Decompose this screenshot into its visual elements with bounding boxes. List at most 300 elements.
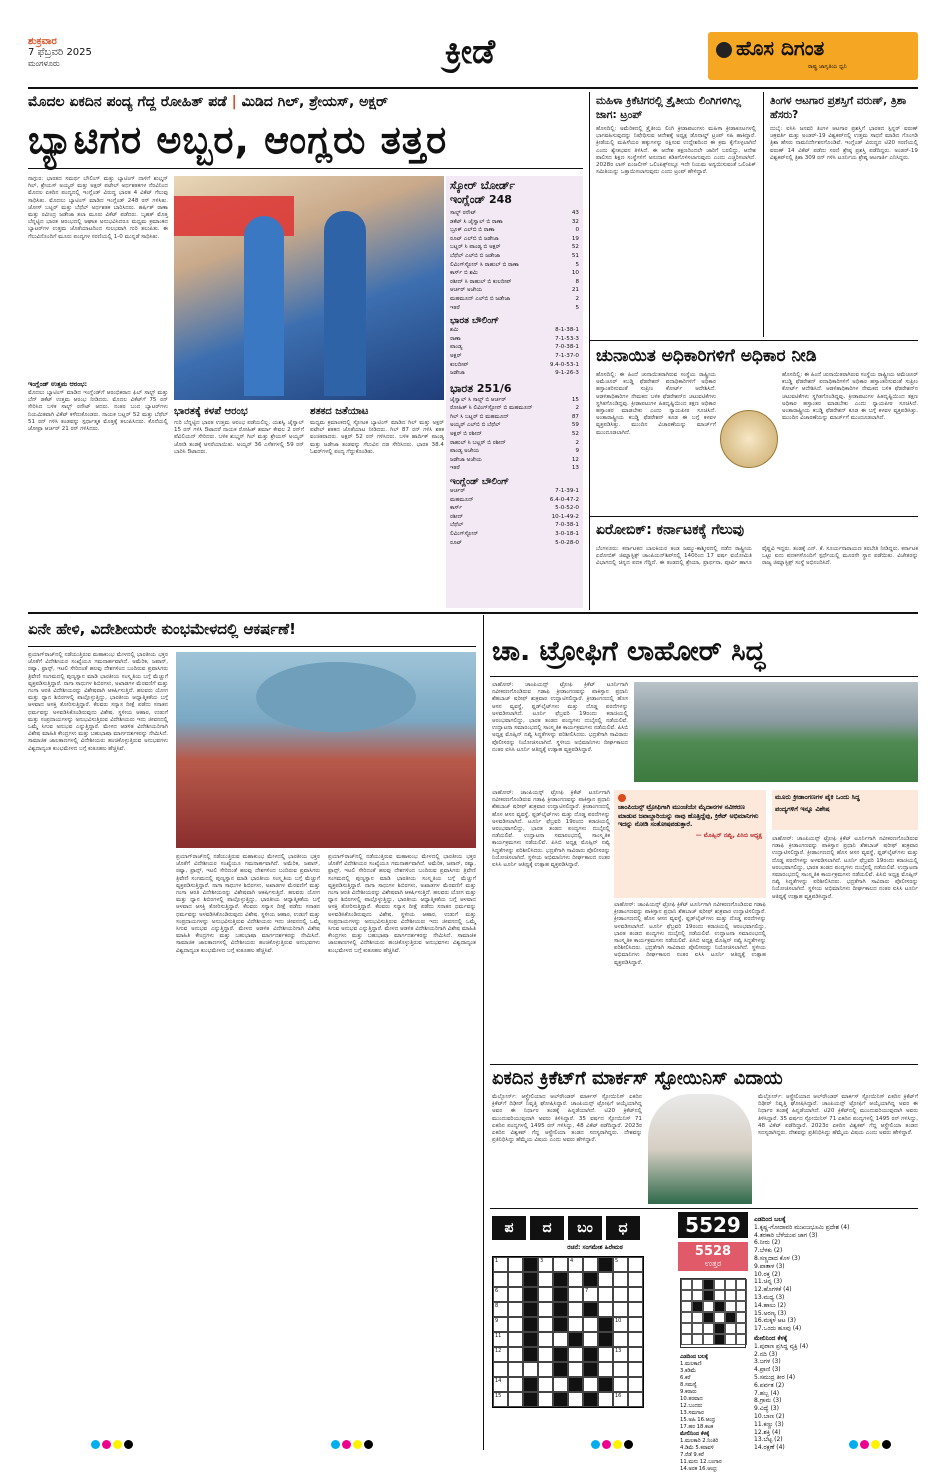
crossword-block — [523, 1302, 538, 1317]
ind-bowling-head: ಭಾರತ ಬೌಲಿಂಗ್ — [450, 316, 499, 327]
crossword-block — [553, 1272, 568, 1287]
mini-answer-cell — [703, 1312, 714, 1323]
crossword-cell-number: 4 — [570, 1258, 574, 1264]
score-value: 52 — [571, 431, 579, 438]
lead-photo — [174, 176, 444, 400]
registration-dots-4 — [848, 1440, 892, 1451]
crossword-cell-number: 10 — [615, 1318, 622, 1324]
score-row — [450, 421, 579, 430]
crossword-cell[interactable] — [508, 1347, 523, 1362]
crossword-cell[interactable] — [613, 1272, 628, 1287]
aerobic-body: ಬೆಂಗಳೂರು: ಕರ್ನಾಟಕದ ಬಾಲಕಿಯರ ತಂಡ ಜಮ್ಮು-ಕಾಶ್ಮೀರದಲ್ಲಿ ನಡೆದ ರಾಷ್ಟ್ರೀಯ ಏರೋಬಿಕ್ ಜಿಮ್ನಾಸ್ಟಿಕ್ಸ್ ಚಾಂಪಿಯನ್‌ಶಿಪ್‌ನಲ್ಲಿ 140ರಿಂದ 17 ವರ್ಷ ವಯೋಮಿತಿ ವಿಭಾಗದಲ್ಲಿ ಚಿನ್ನದ ಪದಕ ಗೆದ್ದಿದೆ. ಈ ತಂಡದಲ್ಲಿ ಶ್ರೇಯಾ, ಪ್ರಾರ್ಥನಾ, ಪೂರ್ವಿ ಹಾಗೂ ವೈಷ್ಣವಿ ಇದ್ದರು. ತಂಡಕ್ಕೆ ಎನ್. ಕೆ. ಸೂರ್ಯನಾರಾಯಣ ತರಬೇತಿ ನೀಡಿದ್ದರು. ಕರ್ನಾಟಕ ಒಟ್ಟು ಐದು ಪದಕಗಳೊಂದಿಗೆ ಸ್ಪರ್ಧೆಯಲ್ಲಿ ಮೂರನೇ ಸ್ಥಾನ ಪಡೆಯಿತು. ವಿಜೇತರನ್ನು ರಾಜ್ಯ ಜಿಮ್ನಾಸ್ಟಿಕ್ಸ್ ಸಂಸ್ಥೆ ಅಭಿನಂದಿಸಿದೆ. — [596, 546, 918, 567]
answer-item: 4.ಡಿಮೆ 5.ಕರಾವಳಿ — [680, 1445, 714, 1451]
logo-tagline: ರಾಷ್ಟ್ರ ಜಾಗೃತಿಯ ಧ್ವನಿ — [808, 64, 847, 70]
score-row — [450, 218, 579, 227]
masthead-date-block — [28, 36, 198, 69]
clue-item: 11.ಕಣ್ಣು (3) — [754, 1420, 784, 1428]
lead-body-1: ನಾಗ್ಪುರ: ಭಾರತದ ಸಮರ್ಥ ಬೌಲಿಂಗ್ ಮತ್ತು ಬ್ಯಾಟಿಂಗ್ ದಾಳಿಗೆ ಶುಭ್ಮನ್ ಗಿಲ್, ಶ್ರೇಯಸ್ ಅಯ್ಯರ್ ಮತ್ತು ಅಕ್ಷರ್ ಪಟೇಲ್ ಅರ್ಧಶತಕಗಳ ನೆರವಿನಿಂದ ಮೊದಲ ಏಕದಿನ ಪಂದ್ಯದಲ್ಲಿ ಇಂಗ್ಲೆಂಡ್ ವಿರುದ್ಧ ಭಾರತ 4 ವಿಕೆಟ್ ಗೆಲುವು ಸಾಧಿಸಿತು. ಮೊದಲು ಬ್ಯಾಟಿಂಗ್ ಮಾಡಿದ ಇಂಗ್ಲೆಂಡ್ 248 ರನ್ ಗಳಿಸಿತು. ಜೋಸ್ ಬಟ್ಲರ್ ಮತ್ತು ಬೆಥೆಲ್ ಅರ್ಧಶತಕ ಬಾರಿಸಿದರು. ಹರ್ಷಿತ್ ರಾಣಾ ಮತ್ತು ರವೀಂದ್ರ ಜಡೇಜಾ ತಲಾ ಮೂರು ವಿಕೆಟ್ ಪಡೆದರು. ಬೃಹತ್ ಮೊತ್ತ ಬೆನ್ನಟ್ಟಿದ ಭಾರತ ಆರಂಭದಲ್ಲಿ ಆಘಾತ ಅನುಭವಿಸಿದರೂ ಮಧ್ಯಮ ಕ್ರಮಾಂಕದ ಬ್ಯಾಟರ್‌ಗಳ ಉತ್ತಮ ಜೊತೆಯಾಟದಿಂದ ಸುಲಭವಾಗಿ ಗುರಿ ತಲುಪಿತು. ಈ ಗೆಲುವಿನೊಂದಿಗೆ ಮೂರು ಪಂದ್ಯಗಳ ಸರಣಿಯಲ್ಲಿ 1-0 ಮುನ್ನಡೆ ಸಾಧಿಸಿತು. — [28, 176, 168, 240]
crossword-cell[interactable] — [523, 1362, 538, 1377]
score-value: 8 — [575, 278, 579, 285]
lahore-bullet-1: ಮೂರು ಕ್ರೀಡಾಂಗಣಗಳ ಪೈಕಿ ಒಂದು ಸಿದ್ಧ — [775, 793, 860, 801]
crossword-cell[interactable] — [583, 1377, 598, 1392]
crossword-cell-number: 1 — [495, 1258, 499, 1264]
score-name: ಸಾಲ್ಟ್ ರನೌಟ್ — [450, 210, 477, 216]
score-value: 13 — [571, 465, 579, 472]
eng-batting-list — [450, 209, 579, 312]
score-name: ರಾಹುಲ್ ಸಿ ಬಟ್ಲರ್ ಬಿ ರಶೀದ್ — [450, 439, 506, 446]
kumbh-headline: ಏನೇ ಹೇಳಿ, ವಿದೇಶೀಯರೇ ಕುಂಭಮೇಳದಲ್ಲಿ ಆಕರ್ಷಣೆ! — [28, 620, 296, 638]
score-value: 51 — [571, 252, 579, 259]
mini-answer-cell — [736, 1323, 747, 1334]
score-row — [450, 352, 579, 361]
crossword-cell[interactable] — [538, 1332, 553, 1347]
masthead-city: ಮಂಗಳೂರು — [28, 59, 60, 68]
score-name: ಬಟ್ಲರ್ ಸಿ ಪಾಂಡ್ಯ ಬಿ ಅಕ್ಷರ್ — [450, 244, 501, 251]
quote-icon — [618, 794, 626, 802]
clue-item: 3.ಜಗಳ (3) — [754, 1358, 781, 1366]
crossword-cell[interactable] — [568, 1362, 583, 1377]
crossword-cell[interactable] — [583, 1332, 598, 1347]
score-name: ಪಾಂಡ್ಯ ಅಜೇಯ — [450, 448, 480, 455]
clue-item: 7.ಬೆಳಕು (2) — [754, 1247, 783, 1255]
lahore-bullets — [772, 790, 918, 830]
answer-label: ಉತ್ತರ — [704, 1259, 722, 1268]
score-row — [450, 361, 579, 370]
mini-answer-cell — [736, 1290, 747, 1301]
score-value: 9 — [575, 448, 579, 455]
mini-answer-cell — [692, 1312, 703, 1323]
clue-item: 1.ಕೃಷ್ಣ-ಗೋದಾವರಿ ಮುಖಜಭೂಮಿ ಪ್ರದೇಶ (4) — [754, 1223, 850, 1231]
stoinis-body-col2: ಮೆಲ್ಬೋರ್ನ್: ಆಸ್ಟ್ರೇಲಿಯಾದ ಆಲ್‌ರೌಂಡರ್ ಮಾರ್ಕಸ್ ಸ್ಟೋಯಿನಿಸ್ ಏಕದಿನ ಕ್ರಿಕೆಟ್‌ಗೆ ದಿಢೀರ್ ನಿವೃತ್ತಿ ಘೋಷಿಸಿದ್ದಾರೆ. ಚಾಂಪಿಯನ್ಸ್ ಟ್ರೋಫಿಗೆ ಆಯ್ಕೆಯಾಗಿದ್ದ ಅವರ ಈ ನಿರ್ಧಾರ ತಂಡಕ್ಕೆ ಹಿನ್ನಡೆಯಾಗಿದೆ. ಟಿ20 ಕ್ರಿಕೆಟ್‌ನಲ್ಲಿ ಮುಂದುವರಿಯುವುದಾಗಿ ಅವರು ತಿಳಿಸಿದ್ದಾರೆ. 35 ವರ್ಷದ ಸ್ಟೋಯಿನಿಸ್ 71 ಏಕದಿನ ಪಂದ್ಯಗಳಲ್ಲಿ 1495 ರನ್ ಗಳಿಸಿದ್ದು, 48 ವಿಕೆಟ್ ಪಡೆದಿದ್ದಾರೆ. 2023ರ ಏಕದಿನ ವಿಶ್ವಕಪ್ ಗೆದ್ದ ಆಸ್ಟ್ರೇಲಿಯಾ ತಂಡದ ಸದಸ್ಯರಾಗಿದ್ದರು. ದೇಶವನ್ನು ಪ್ರತಿನಿಧಿಸಿದ್ದು ಹೆಮ್ಮೆಯ ವಿಷಯ ಎಂದು ಅವರು ಹೇಳಿದ್ದಾರೆ. — [758, 1094, 918, 1137]
answers-text — [680, 1354, 748, 1473]
crossword-cell-number: 11 — [495, 1333, 502, 1339]
score-value: 10 — [571, 270, 579, 277]
mini-answer-cell — [681, 1312, 692, 1323]
election-body-2: ಹೊಸದಿಲ್ಲಿ: ಈ ಹಿಂದೆ ಚುನಾಯಿತರಾಗಿರುವ ಸಂಸ್ಥೆಯ ರಾಷ್ಟ್ರೀಯ ಅಮೆಚೂರ್ ಕಬಡ್ಡಿ ಫೆಡರೇಶನ್ ಪದಾಧಿಕಾರಿಗಳಿಗೆ ಅಧಿಕಾರ ಹಸ್ತಾಂತರಿಸುವಂತೆ ಸುಪ್ರೀಂ ಕೋರ್ಟ್ ಆದೇಶಿಸಿದೆ. ಆಡಳಿತಾಧಿಕಾರಿಗಳ ನೇಮಕದ ಬಳಿಕ ಫೆಡರೇಶನ್‌ನ ಚಟುವಟಿಕೆಗಳು ಸ್ಥಗಿತಗೊಂಡಿದ್ದವು. ಕ್ರೀಡಾಪಟುಗಳ ಹಿತದೃಷ್ಟಿಯಿಂದ ತಕ್ಷಣ ಅಧಿಕಾರ ಹಸ್ತಾಂತರ ಮಾಡಬೇಕು ಎಂದು ನ್ಯಾಯಪೀಠ ಸೂಚಿಸಿದೆ. ಅಂತಾರಾಷ್ಟ್ರೀಯ ಕಬಡ್ಡಿ ಫೆಡರೇಶನ್ ಕೂಡ ಈ ಬಗ್ಗೆ ಕಳವಳ ವ್ಯಕ್ತಪಡಿಸಿತ್ತು. ಮುಂದಿನ ವಿಚಾರಣೆಯನ್ನು ಮಾರ್ಚ್‌ಗೆ ಮುಂದೂಡಲಾಗಿದೆ. — [782, 372, 918, 422]
mini-answer-cell — [736, 1279, 747, 1290]
crossword-cell[interactable] — [628, 1362, 643, 1377]
answer-item: 13.ಸಮಗಾರ — [680, 1410, 704, 1416]
crossword-cell[interactable] — [628, 1377, 643, 1392]
score-value: 5-0-52-0 — [555, 505, 579, 512]
mini-answer-cell — [692, 1301, 703, 1312]
mini-answer-cell — [725, 1334, 736, 1345]
crossword-cell[interactable] — [628, 1257, 643, 1272]
score-row — [450, 404, 579, 413]
crossword-cell[interactable] — [568, 1287, 583, 1302]
ind-bowling-list — [450, 326, 579, 378]
icc-award-body: ದುಬೈ: ಐಸಿಸಿ ಜನವರಿ ತಿಂಗಳ ಆಟಗಾರ ಪ್ರಶಸ್ತಿಗೆ ಭಾರತದ ಸ್ಪಿನ್ನರ್ ವರುಣ್ ಚಕ್ರವರ್ತಿ ಮತ್ತು ಅಂಡರ್-19 ವಿಶ್ವಕಪ್‌ನಲ್ಲಿ ಉತ್ತಮ ಸಾಧನೆ ಮಾಡಿದ ಗೊಂಗಡಿ ತ್ರಿಶಾ ಹೆಸರು ನಾಮನಿರ್ದೇಶನಗೊಂಡಿವೆ. ಇಂಗ್ಲೆಂಡ್ ವಿರುದ್ಧದ ಟಿ20 ಸರಣಿಯಲ್ಲಿ ವರುಣ್ 14 ವಿಕೆಟ್ ಪಡೆದು ಸರಣಿ ಶ್ರೇಷ್ಠ ಪ್ರಶಸ್ತಿ ಪಡೆದಿದ್ದರು. ಅಂಡರ್-19 ವಿಶ್ವಕಪ್‌ನಲ್ಲಿ ತ್ರಿಶಾ 309 ರನ್ ಗಳಿಸಿ ಟೂರ್ನಿಯ ಶ್ರೇಷ್ಠ ಆಟಗಾರ್ತಿ ಎನಿಸಿದ್ದರು. — [770, 126, 918, 161]
score-value: 43 — [571, 210, 579, 216]
mini-answer-cell — [681, 1323, 692, 1334]
kicker-divider: | — [231, 94, 242, 110]
crossword-cell[interactable] — [538, 1302, 553, 1317]
crossword-cell[interactable] — [583, 1287, 598, 1302]
crossword-block — [583, 1347, 598, 1362]
kumbh-photo — [176, 652, 476, 848]
registration-dots-2 — [330, 1440, 374, 1451]
crossword-cell-number: 14 — [495, 1378, 502, 1384]
clue-item: 9.ವಿದ್ಯೆ (3) — [754, 1405, 779, 1413]
crossword-block — [553, 1362, 568, 1377]
lead-kicker-left: ಮೊದಲ ಏಕದಿನ ಪಂದ್ಯ ಗೆದ್ದ ರೋಹಿತ್ ಪಡೆ — [28, 94, 227, 110]
crossword-block — [553, 1317, 568, 1332]
answer-item: 10.ತರವಾದ — [680, 1396, 703, 1402]
crossword-cell[interactable] — [508, 1317, 523, 1332]
clue-item: 8.ಸಣ್ಣದಾದ ಕೊಳ (3) — [754, 1254, 801, 1262]
score-row — [450, 396, 579, 405]
score-row — [450, 209, 579, 218]
answers-across-list — [680, 1361, 748, 1431]
score-name: ಜೈಸ್ವಾಲ್ ಸಿ ಸಾಲ್ಟ್ ಬಿ ಆರ್ಚರ್ — [450, 396, 507, 403]
score-name: ಗಿಲ್ ಸಿ ಬಟ್ಲರ್ ಬಿ ಮಹಮೂದ್ — [450, 413, 509, 420]
clue-item: 4.ಪ್ರಾಣಿ (3) — [754, 1366, 781, 1374]
crossword-title-letter: ಬಂ — [568, 1216, 602, 1240]
crossword-byline: ರಚನೆ: ಸಂಗಮೇಶ ಹಿರೇಮಠ — [567, 1244, 623, 1251]
crossword-cell-number: 15 — [495, 1393, 502, 1399]
crossword-cell[interactable] — [583, 1317, 598, 1332]
crossword-cell[interactable] — [628, 1317, 643, 1332]
crossword-block — [568, 1377, 583, 1392]
crossword-cell[interactable] — [568, 1317, 583, 1332]
answer-item: 11.ಮನು 12.ಬಂಗಾರ — [680, 1459, 722, 1465]
crossword-cell[interactable] — [568, 1347, 583, 1362]
answer-item: 12.ಬಂದರು — [680, 1403, 703, 1409]
stoinis-photo — [648, 1094, 752, 1204]
trump-body: ಹೊಸದಿಲ್ಲಿ: ಅಮೆರಿಕದಲ್ಲಿ ತ್ರೈತೀಯ ಲಿಂಗಿ ಕ್ರೀಡಾಪಟುಗಳು ಮಹಿಳಾ ಕ್ರೀಡಾಕೂಟಗಳಲ್ಲಿ ಭಾಗವಹಿಸುವುದನ್ನು ನಿಷೇಧಿಸುವ ಆದೇಶಕ್ಕೆ ಅಧ್ಯಕ್ಷ ಡೊನಾಲ್ಡ್ ಟ್ರಂಪ್ ಸಹಿ ಹಾಕಿದ್ದಾರೆ. ಕ್ರೀಡೆಯಲ್ಲಿ ಮಹಿಳೆಯರ ಹಕ್ಕುಗಳನ್ನು ರಕ್ಷಿಸುವ ಉದ್ದೇಶದಿಂದ ಈ ಕ್ರಮ ಕೈಗೊಳ್ಳಲಾಗಿದೆ ಎಂದು ಶ್ವೇತಭವನ ತಿಳಿಸಿದೆ. ಈ ಆದೇಶ ತಕ್ಷಣದಿಂದಲೇ ಜಾರಿಗೆ ಬರಲಿದ್ದು, ಆದೇಶ ಪಾಲಿಸದ ಶಿಕ್ಷಣ ಸಂಸ್ಥೆಗಳಿಗೆ ಅನುದಾನ ಕಡಿತಗೊಳಿಸಲಾಗುವುದು ಎಂದು ಎಚ್ಚರಿಸಲಾಗಿದೆ. 2028ರ ಲಾಸ್ ಏಂಜಲೀಸ್ ಒಲಿಂಪಿಕ್ಸ್‌ನಲ್ಲೂ ಇದೇ ನಿಯಮ ಅನ್ವಯಿಸುವಂತೆ ಒಲಿಂಪಿಕ್ ಸಮಿತಿಯನ್ನು ಒತ್ತಾಯಿಸಲಾಗುವುದು ಎಂದು ಟ್ರಂಪ್ ಹೇಳಿದ್ದಾರೆ. — [596, 126, 756, 176]
crossword-cell[interactable] — [538, 1377, 553, 1392]
score-row — [450, 369, 579, 378]
mini-answer-cell — [681, 1290, 692, 1301]
score-name: ಮಹಮೂದ್ ಎಲ್‌ಬಿ ಬಿ ಜಡೇಜಾ — [450, 295, 511, 302]
score-value: 5-0-28-0 — [555, 539, 579, 546]
score-name: ಬೆಥೆಲ್ — [450, 522, 464, 529]
crossword-cell[interactable] — [538, 1317, 553, 1332]
mini-answer-cell — [681, 1279, 692, 1290]
crossword-cell[interactable] — [628, 1347, 643, 1362]
crossword-cell-number: 8 — [495, 1303, 499, 1309]
crossword-cell[interactable] — [598, 1392, 613, 1407]
crossword-cell[interactable] — [493, 1317, 508, 1332]
crossword-cell[interactable] — [628, 1392, 643, 1407]
stadium-photo — [634, 682, 918, 782]
mini-answer-cell — [725, 1301, 736, 1312]
score-row — [450, 335, 579, 344]
crossword-cell[interactable] — [493, 1302, 508, 1317]
mini-answer-cell — [714, 1301, 725, 1312]
answer-item: 3.ಕಡಿಮೆ — [680, 1368, 697, 1374]
crossword-cell[interactable] — [493, 1347, 508, 1362]
score-value: 9.4-0-53-1 — [549, 361, 579, 368]
answers-down-list — [680, 1438, 748, 1473]
logo-text: ಹೊಸ ದಿಗಂತ — [736, 36, 825, 60]
ind-total: ಭಾರತ 251/6 — [450, 381, 512, 395]
score-row — [450, 539, 579, 548]
crossword-cell[interactable] — [538, 1362, 553, 1377]
crossword-block — [553, 1392, 568, 1407]
crossword-cell[interactable] — [568, 1392, 583, 1407]
crossword-cell[interactable] — [493, 1362, 508, 1377]
score-value: 15 — [571, 396, 579, 403]
lahore-quote-box — [614, 790, 766, 898]
score-row — [450, 261, 579, 270]
score-name: ಮಹಮೂದ್ — [450, 496, 474, 503]
score-row — [450, 413, 579, 422]
score-row — [450, 278, 579, 287]
election-body-1: ಹೊಸದಿಲ್ಲಿ: ಈ ಹಿಂದೆ ಚುನಾಯಿತರಾಗಿರುವ ಸಂಸ್ಥೆಯ ರಾಷ್ಟ್ರೀಯ ಅಮೆಚೂರ್ ಕಬಡ್ಡಿ ಫೆಡರೇಶನ್ ಪದಾಧಿಕಾರಿಗಳಿಗೆ ಅಧಿಕಾರ ಹಸ್ತಾಂತರಿಸುವಂತೆ ಸುಪ್ರೀಂ ಕೋರ್ಟ್ ಆದೇಶಿಸಿದೆ. ಆಡಳಿತಾಧಿಕಾರಿಗಳ ನೇಮಕದ ಬಳಿಕ ಫೆಡರೇಶನ್‌ನ ಚಟುವಟಿಕೆಗಳು ಸ್ಥಗಿತಗೊಂಡಿದ್ದವು. ಕ್ರೀಡಾಪಟುಗಳ ಹಿತದೃಷ್ಟಿಯಿಂದ ತಕ್ಷಣ ಅಧಿಕಾರ ಹಸ್ತಾಂತರ ಮಾಡಬೇಕು ಎಂದು ನ್ಯಾಯಪೀಠ ಸೂಚಿಸಿದೆ. ಅಂತಾರಾಷ್ಟ್ರೀಯ ಕಬಡ್ಡಿ ಫೆಡರೇಶನ್ ಕೂಡ ಈ ಬಗ್ಗೆ ಕಳವಳ ವ್ಯಕ್ತಪಡಿಸಿತ್ತು. ಮುಂದಿನ ವಿಚಾರಣೆಯನ್ನು ಮಾರ್ಚ್‌ಗೆ ಮುಂದೂಡಲಾಗಿದೆ. — [596, 372, 716, 436]
crossword-cell[interactable] — [628, 1332, 643, 1347]
score-name: ಇತರೆ — [450, 465, 460, 472]
score-value: 32 — [571, 218, 579, 225]
score-name: ಬೆಥೆಲ್ ಎಲ್‌ಬಿ ಬಿ ಜಡೇಜಾ — [450, 252, 501, 259]
score-name: ರಶೀದ್ — [450, 513, 464, 520]
score-name: ಇತರೆ — [450, 304, 460, 311]
clues-across-head: ಎಡದಿಂದ ಬಲಕ್ಕೆ — [754, 1216, 786, 1223]
score-value: 21 — [571, 287, 579, 294]
crossword-cell[interactable] — [493, 1287, 508, 1302]
scorecard-panel — [446, 176, 583, 608]
river-shape — [256, 662, 416, 732]
crossword-cell[interactable] — [508, 1392, 523, 1407]
score-row — [450, 269, 579, 278]
mini-answer-cell — [703, 1279, 714, 1290]
answer-panel — [678, 1242, 748, 1472]
score-row — [450, 343, 579, 352]
crossword-cell[interactable] — [508, 1287, 523, 1302]
score-row — [450, 521, 579, 530]
crossword-block — [523, 1392, 538, 1407]
registration-dots-1 — [90, 1440, 134, 1451]
crossword-cell[interactable] — [538, 1272, 553, 1287]
crossword-block — [583, 1392, 598, 1407]
mini-answer-cell — [703, 1334, 714, 1345]
player-left-shape — [244, 216, 284, 396]
crossword-title-letter: ದ — [530, 1216, 564, 1240]
score-name: ಅಕ್ಷರ್ — [450, 352, 462, 359]
crossword-block — [598, 1377, 613, 1392]
crossword-cell[interactable] — [598, 1272, 613, 1287]
clue-item: 12.ಹೊಗಳಿಕೆ (4) — [754, 1286, 792, 1294]
crossword-block — [583, 1362, 598, 1377]
crossword-cell[interactable] — [493, 1272, 508, 1287]
score-value: 7-1-53-3 — [555, 335, 579, 342]
registration-dots-3 — [590, 1440, 634, 1451]
score-name: ರಾಣಾ — [450, 335, 461, 342]
answer-item: 7.ರೆಡೆ 9.ಕರೆ — [680, 1452, 704, 1458]
crossword-cell[interactable] — [628, 1302, 643, 1317]
crossword-grid[interactable] — [492, 1256, 644, 1408]
mini-answer-cell — [725, 1290, 736, 1301]
crossword-cell[interactable] — [613, 1377, 628, 1392]
crossword-cell[interactable] — [568, 1272, 583, 1287]
crossword-cell[interactable] — [568, 1257, 583, 1272]
crossword-cell[interactable] — [598, 1362, 613, 1377]
score-value: 10-1-49-2 — [551, 513, 579, 520]
crossword-block — [568, 1332, 583, 1347]
crossword-cell-number: 7 — [585, 1288, 589, 1294]
score-value: 5 — [575, 304, 579, 311]
crossword-block — [523, 1257, 538, 1272]
crossword-block — [583, 1272, 598, 1287]
crossword-cell[interactable] — [493, 1392, 508, 1407]
answer-item: 8.ಸಮಸ್ಯೆ — [680, 1382, 697, 1388]
crossword-cell[interactable] — [628, 1287, 643, 1302]
crossword-cell[interactable] — [553, 1377, 568, 1392]
score-name: ಆರ್ಚರ್ — [450, 488, 466, 495]
score-value: 87 — [571, 413, 579, 420]
player-right-shape — [324, 211, 366, 396]
crossword-cell[interactable] — [538, 1347, 553, 1362]
score-name: ರೂಟ್ — [450, 539, 463, 546]
mini-answer-cell — [725, 1323, 736, 1334]
masthead-date: 7 ಫೆಬ್ರವರಿ 2025 — [28, 47, 92, 58]
score-value: 6.4-0-47-2 — [549, 496, 579, 503]
mini-answer-cell — [714, 1279, 725, 1290]
registration-dots-top — [0, 0, 945, 6]
clue-item: 13.ಮಧ್ಯ (3) — [754, 1293, 785, 1301]
crossword-cell[interactable] — [613, 1362, 628, 1377]
kumbh-body-col3: ಪ್ರಯಾಗ್‌ರಾಜ್‌ನಲ್ಲಿ ನಡೆಯುತ್ತಿರುವ ಮಹಾಕುಂಭ ಮೇಳದಲ್ಲಿ ಭಾರತೀಯ ಭಕ್ತರ ಜೊತೆಗೆ ವಿದೇಶೀಯರ ಸಂಖ್ಯೆಯೂ ಗಮನಾರ್ಹವಾಗಿದೆ. ಅಮೆರಿಕ, ಜಪಾನ್, ರಷ್ಯಾ, ಫ್ರಾನ್ಸ್, ಇಟಲಿ ಸೇರಿದಂತೆ ಹಲವು ದೇಶಗಳಿಂದ ಬಂದಿರುವ ಪ್ರವಾಸಿಗರು ತ್ರಿವೇಣಿ ಸಂಗಮದಲ್ಲಿ ಪುಣ್ಯಸ್ನಾನ ಮಾಡಿ ಭಾರತೀಯ ಸಂಸ್ಕೃತಿಯ ಬಗ್ಗೆ ಮೆಚ್ಚುಗೆ ವ್ಯಕ್ತಪಡಿಸುತ್ತಿದ್ದಾರೆ. ನಾಗಾ ಸಾಧುಗಳ ಶಿಬಿರಗಳು, ಅಖಾಡಗಳ ಮೆರವಣಿಗೆ ಮತ್ತು ಗಂಗಾ ಆರತಿ ವಿದೇಶೀಯರನ್ನು ವಿಶೇಷವಾಗಿ ಆಕರ್ಷಿಸುತ್ತಿದೆ. ಹಲವರು ಯೋಗ ಮತ್ತು ಧ್ಯಾನ ಶಿಬಿರಗಳಲ್ಲಿ ಪಾಲ್ಗೊಳ್ಳುತ್ತಿದ್ದು, ಭಾರತೀಯ ಆಧ್ಯಾತ್ಮಿಕತೆಯ ಬಗ್ಗೆ ಆಳವಾದ ಆಸಕ್ತಿ ತೋರಿಸುತ್ತಿದ್ದಾರೆ. ಕೆಲವರು ಸನ್ಯಾಸ ದೀಕ್ಷೆ ಪಡೆದು ಸನಾತನ ಧರ್ಮವನ್ನು ಅಳವಡಿಸಿಕೊಂಡಿರುವುದು ವಿಶೇಷ. ಸ್ಥಳೀಯ ಆಹಾರ, ಉಡುಗೆ ಮತ್ತು ಸಂಪ್ರದಾಯಗಳನ್ನು ಅನುಭವಿಸುತ್ತಿರುವ ವಿದೇಶೀಯರು ಇದು ಜೀವನದಲ್ಲಿ ಒಮ್ಮೆ ಸಿಗುವ ಅನುಭವ ಎನ್ನುತ್ತಿದ್ದಾರೆ. ಮೇಳದ ಆಡಳಿತ ವಿದೇಶೀಯರಿಗಾಗಿ ವಿಶೇಷ ಮಾಹಿತಿ ಕೇಂದ್ರಗಳು ಮತ್ತು ಬಹುಭಾಷಾ ಮಾರ್ಗದರ್ಶಕರನ್ನು ನೇಮಿಸಿದೆ. ಸಾಮಾಜಿಕ ಜಾಲತಾಣಗಳಲ್ಲಿ ವಿದೇಶೀಯರು ಹಂಚಿಕೊಳ್ಳುತ್ತಿರುವ ಅನುಭವಗಳು ವಿಶ್ವದಾದ್ಯಂತ ಕುಂಭಮೇಳದ ಬಗ್ಗೆ ಕುತೂಹಲ ಹೆಚ್ಚಿಸಿವೆ. — [328, 854, 476, 954]
clue-item: 12.ಶಕ್ತಿ (4) — [754, 1428, 781, 1436]
crossword-cell[interactable] — [508, 1377, 523, 1392]
crossword-cell[interactable] — [583, 1257, 598, 1272]
score-value: 12 — [571, 456, 579, 463]
crossword-cell-number: 16 — [615, 1393, 622, 1399]
mini-answer-cell — [681, 1301, 692, 1312]
crossword-title-letter: ಧ — [606, 1216, 640, 1240]
lahore-body-col1: ಲಾಹೋರ್: ಚಾಂಪಿಯನ್ಸ್ ಟ್ರೋಫಿ ಕ್ರಿಕೆಟ್ ಟೂರ್ನಿಗಾಗಿ ನವೀಕರಣಗೊಂಡಿರುವ ಗಡಾಫಿ ಕ್ರೀಡಾಂಗಣವನ್ನು ಪಾಕಿಸ್ತಾನ ಪ್ರಧಾನಿ ಶೆಹಬಾಜ್ ಷರೀಫ್ ಶುಕ್ರವಾರ ಉದ್ಘಾಟಿಸಲಿದ್ದಾರೆ. ಕ್ರೀಡಾಂಗಣದಲ್ಲಿ ಹೊಸ ಆಸನ ವ್ಯವಸ್ಥೆ, ಫ್ಲಡ್‌ಲೈಟ್‌ಗಳು ಮತ್ತು ದೊಡ್ಡ ಪರದೆಗಳನ್ನು ಅಳವಡಿಸಲಾಗಿದೆ. ಟೂರ್ನಿ ಫೆಬ್ರವರಿ 19ರಂದು ಕರಾಚಿಯಲ್ಲಿ ಆರಂಭವಾಗಲಿದ್ದು, ಭಾರತ ತಂಡದ ಪಂದ್ಯಗಳು ದುಬೈನಲ್ಲಿ ನಡೆಯಲಿವೆ. ಉದ್ಘಾಟನಾ ಸಮಾರಂಭದಲ್ಲಿ ಸಾಂಸ್ಕೃತಿಕ ಕಾರ್ಯಕ್ರಮಗಳು ನಡೆಯಲಿವೆ. ಪಿಸಿಬಿ ಅಧ್ಯಕ್ಷ ಮೊಹ್ಸಿನ್ ನಖ್ವಿ ಸಿದ್ಧತೆಗಳನ್ನು ಪರಿಶೀಲಿಸಿದರು. ಭದ್ರತೆಗಾಗಿ ಸಾವಿರಾರು ಪೊಲೀಸರನ್ನು ನಿಯೋಜಿಸಲಾಗಿದೆ. ಸ್ಥಳೀಯ ಅಭಿಮಾನಿಗಳು ದೀರ್ಘಕಾಲದ ನಂತರ ಐಸಿಸಿ ಟೂರ್ನಿ ಆತಿಥ್ಯಕ್ಕೆ ಉತ್ಸಾಹ ವ್ಯಕ್ತಪಡಿಸಿದ್ದಾರೆ. — [492, 682, 629, 753]
score-row — [450, 439, 579, 448]
crossword-cell[interactable] — [613, 1257, 628, 1272]
clues-across-list — [754, 1224, 918, 1333]
crossword-cell[interactable] — [598, 1302, 613, 1317]
lahore-headline: ಚಾ. ಟ್ರೋಫಿಗೆ ಲಾಹೋರ್ ಸಿದ್ಧ — [492, 636, 766, 667]
crossword-cell[interactable] — [493, 1377, 508, 1392]
mini-answer-cell — [714, 1290, 725, 1301]
lead-kicker — [28, 94, 588, 110]
crossword-title-letter: ಪ — [492, 1216, 526, 1240]
answer-item: 1.ಮಲಕಾಣಿ — [680, 1361, 702, 1367]
crossword-block — [553, 1302, 568, 1317]
lahore-body-col3: ಲಾಹೋರ್: ಚಾಂಪಿಯನ್ಸ್ ಟ್ರೋಫಿ ಕ್ರಿಕೆಟ್ ಟೂರ್ನಿಗಾಗಿ ನವೀಕರಣಗೊಂಡಿರುವ ಗಡಾಫಿ ಕ್ರೀಡಾಂಗಣವನ್ನು ಪಾಕಿಸ್ತಾನ ಪ್ರಧಾನಿ ಶೆಹಬಾಜ್ ಷರೀಫ್ ಶುಕ್ರವಾರ ಉದ್ಘಾಟಿಸಲಿದ್ದಾರೆ. ಕ್ರೀಡಾಂಗಣದಲ್ಲಿ ಹೊಸ ಆಸನ ವ್ಯವಸ್ಥೆ, ಫ್ಲಡ್‌ಲೈಟ್‌ಗಳು ಮತ್ತು ದೊಡ್ಡ ಪರದೆಗಳನ್ನು ಅಳವಡಿಸಲಾಗಿದೆ. ಟೂರ್ನಿ ಫೆಬ್ರವರಿ 19ರಂದು ಕರಾಚಿಯಲ್ಲಿ ಆರಂಭವಾಗಲಿದ್ದು, ಭಾರತ ತಂಡದ ಪಂದ್ಯಗಳು ದುಬೈನಲ್ಲಿ ನಡೆಯಲಿವೆ. ಉದ್ಘಾಟನಾ ಸಮಾರಂಭದಲ್ಲಿ ಸಾಂಸ್ಕೃತಿಕ ಕಾರ್ಯಕ್ರಮಗಳು ನಡೆಯಲಿವೆ. ಪಿಸಿಬಿ ಅಧ್ಯಕ್ಷ ಮೊಹ್ಸಿನ್ ನಖ್ವಿ ಸಿದ್ಧತೆಗಳನ್ನು ಪರಿಶೀಲಿಸಿದರು. ಭದ್ರತೆಗಾಗಿ ಸಾವಿರಾರು ಪೊಲೀಸರನ್ನು ನಿಯೋಜಿಸಲಾಗಿದೆ. ಸ್ಥಳೀಯ ಅಭಿಮಾನಿಗಳು ದೀರ್ಘಕಾಲದ ನಂತರ ಐಸಿಸಿ ಟೂರ್ನಿ ಆತಿಥ್ಯಕ್ಕೆ ಉತ್ಸಾಹ ವ್ಯಕ್ತಪಡಿಸಿದ್ದಾರೆ. — [772, 836, 918, 900]
clue-item: 10.ರಕ್ತ (2) — [754, 1270, 781, 1278]
mini-answer-cell — [692, 1290, 703, 1301]
score-value: 8-1-38-1 — [555, 327, 579, 334]
crossword-cell[interactable] — [568, 1302, 583, 1317]
supreme-court-icon — [720, 410, 778, 468]
eng-bowling-head: ಇಂಗ್ಲೆಂಡ್ ಬೌಲಿಂಗ್ — [450, 477, 509, 488]
answer-item: 15.ಅಹಿ 16.ಆಂಧ್ರ — [680, 1417, 716, 1423]
crossword-cell[interactable] — [508, 1302, 523, 1317]
eng-total: ಇಂಗ್ಲೆಂಡ್ 248 — [450, 193, 512, 206]
lahore-body-col4: ಲಾಹೋರ್: ಚಾಂಪಿಯನ್ಸ್ ಟ್ರೋಫಿ ಕ್ರಿಕೆಟ್ ಟೂರ್ನಿಗಾಗಿ ನವೀಕರಣಗೊಂಡಿರುವ ಗಡಾಫಿ ಕ್ರೀಡಾಂಗಣವನ್ನು ಪಾಕಿಸ್ತಾನ ಪ್ರಧಾನಿ ಶೆಹಬಾಜ್ ಷರೀಫ್ ಶುಕ್ರವಾರ ಉದ್ಘಾಟಿಸಲಿದ್ದಾರೆ. ಕ್ರೀಡಾಂಗಣದಲ್ಲಿ ಹೊಸ ಆಸನ ವ್ಯವಸ್ಥೆ, ಫ್ಲಡ್‌ಲೈಟ್‌ಗಳು ಮತ್ತು ದೊಡ್ಡ ಪರದೆಗಳನ್ನು ಅಳವಡಿಸಲಾಗಿದೆ. ಟೂರ್ನಿ ಫೆಬ್ರವರಿ 19ರಂದು ಕರಾಚಿಯಲ್ಲಿ ಆರಂಭವಾಗಲಿದ್ದು, ಭಾರತ ತಂಡದ ಪಂದ್ಯಗಳು ದುಬೈನಲ್ಲಿ ನಡೆಯಲಿವೆ. ಉದ್ಘಾಟನಾ ಸಮಾರಂಭದಲ್ಲಿ ಸಾಂಸ್ಕೃತಿಕ ಕಾರ್ಯಕ್ರಮಗಳು ನಡೆಯಲಿವೆ. ಪಿಸಿಬಿ ಅಧ್ಯಕ್ಷ ಮೊಹ್ಸಿನ್ ನಖ್ವಿ ಸಿದ್ಧತೆಗಳನ್ನು ಪರಿಶೀಲಿಸಿದರು. ಭದ್ರತೆಗಾಗಿ ಸಾವಿರಾರು ಪೊಲೀಸರನ್ನು ನಿಯೋಜಿಸಲಾಗಿದೆ. ಸ್ಥಳೀಯ ಅಭಿಮಾನಿಗಳು ದೀರ್ಘಕಾಲದ ನಂತರ ಐಸಿಸಿ ಟೂರ್ನಿ ಆತಿಥ್ಯಕ್ಕೆ ಉತ್ಸಾಹ ವ್ಯಕ್ತಪಡಿಸಿದ್ದಾರೆ. — [614, 902, 766, 966]
answer-item: 6.ಕರೆ — [680, 1375, 691, 1381]
crossword-cell[interactable] — [613, 1317, 628, 1332]
score-name: ಲಿವಿಂಗ್‌ಸ್ಟೋನ್ — [450, 531, 479, 537]
crossword-cell[interactable] — [553, 1332, 568, 1347]
crossword-cell[interactable] — [508, 1362, 523, 1377]
clues-panel — [754, 1216, 918, 1452]
clue-item: 15.ಅರಣ್ಯ (3) — [754, 1309, 787, 1317]
crossword-cell[interactable] — [613, 1332, 628, 1347]
answer-item: 1.ಮಲಕಾರಿ 2.ನಿಂತಿರಿ — [680, 1438, 719, 1444]
score-name: ಜಡೇಜಾ ಅಜೇಯ — [450, 456, 482, 463]
crossword-cell[interactable] — [538, 1392, 553, 1407]
mini-answer-grid — [680, 1278, 746, 1348]
score-value: 7-1-39-1 — [555, 488, 579, 495]
crossword-cell[interactable] — [613, 1347, 628, 1362]
answers-down-head: ಮೇಲಿನಿಂದ ಕೆಳಕ್ಕೆ — [680, 1431, 710, 1437]
score-row — [450, 464, 579, 473]
score-value: 9-1-26-3 — [555, 370, 579, 377]
score-row — [450, 295, 579, 304]
score-value: 19 — [571, 235, 579, 242]
score-name: ಅಯ್ಯರ್ ಎಲ್‌ಬಿ ಬಿ ಬೆಥೆಲ್ — [450, 422, 501, 429]
clue-item: 2.ನದಿ (3) — [754, 1350, 778, 1358]
score-row — [450, 326, 579, 335]
crossword-cell[interactable] — [538, 1257, 553, 1272]
logo-emblem-icon — [716, 42, 732, 58]
score-name: ಕಾರ್ಸ್ — [450, 505, 463, 512]
section-title: ಕ್ರೀಡೆ — [444, 32, 496, 72]
lahore-quote: ಚಾಂಪಿಯನ್ಸ್ ಟ್ರೋಫಿಗಾಗಿ ಮುಂಚೆಯೇ ಮೈದಾನಗಳ ನವೀಕರಣ ಮಾಡುವ ಜವಾಬ್ದಾರಿಯನ್ನು ನಾವು ಹೊತ್ತಿದ್ದೆವು, ಕ್ರಿಕೆಟ್ ಅಭಿಮಾನಿಗಳು ಇದನ್ನು ನೋಡಿ ಸಂತೋಷಪಡುತ್ತಾರೆ. — [618, 804, 759, 828]
clues-down-list — [754, 1343, 918, 1452]
score-row — [450, 304, 579, 313]
crossword-cell[interactable] — [613, 1392, 628, 1407]
crossword-cell[interactable] — [493, 1257, 508, 1272]
clue-item: 10.ಬಾಣ (2) — [754, 1412, 785, 1420]
crossword-cell[interactable] — [538, 1287, 553, 1302]
score-row — [450, 243, 579, 252]
lead-subhead: ಇಂಗ್ಲೆಂಡ್ ಉತ್ತಮ ಆರಂಭ: — [28, 380, 88, 388]
crossword-cell[interactable] — [628, 1272, 643, 1287]
lahore-quote-by: — ಮೊಹ್ಸಿನ್ ನಖ್ವಿ, ಪಿಸಿಬಿ ಅಧ್ಯಕ್ಷ — [695, 831, 762, 839]
answers-across-head: ಎಡದಿಂದ ಬಲಕ್ಕೆ — [680, 1354, 708, 1360]
lead-col2-head: ಭಾರತಕ್ಕೆ ಕಳಪೆ ಆರಂಭ — [174, 406, 248, 417]
mini-answer-cell — [692, 1334, 703, 1345]
score-value: 7-1-37-0 — [555, 352, 579, 359]
crossword-cell[interactable] — [598, 1347, 613, 1362]
crossword-cell[interactable] — [613, 1287, 628, 1302]
crossword-cell[interactable] — [553, 1257, 568, 1272]
crossword-cell[interactable] — [508, 1257, 523, 1272]
crossword-cell-number: 6 — [495, 1288, 499, 1294]
mini-answer-cell — [681, 1334, 692, 1345]
crossword-cell-number: 3 — [540, 1258, 544, 1264]
crossword-cell[interactable] — [508, 1272, 523, 1287]
crossword-cell[interactable] — [613, 1302, 628, 1317]
score-name: ಪಾಂಡ್ಯ — [450, 344, 463, 351]
crossword-cell[interactable] — [508, 1332, 523, 1347]
masthead-day: ಶುಕ್ರವಾರ — [28, 36, 57, 47]
clue-item: 9.ಪಾತಾಳ (3) — [754, 1262, 785, 1270]
crossword-title — [492, 1216, 672, 1242]
score-value: 2 — [575, 439, 579, 446]
lead-col2-body: ಗುರಿ ಬೆನ್ನಟ್ಟಿದ ಭಾರತ ಉತ್ತಮ ಆರಂಭ ಪಡೆಯಲಿಲ್ಲ. ಯಶಸ್ವಿ ಜೈಸ್ವಾಲ್ 15 ರನ್ ಗಳಿಸಿ ಔಟಾದರೆ ನಾಯಕ ರೋಹಿತ್ ಶರ್ಮಾ ಕೇವಲ 2 ರನ್‌ಗೆ ಪೆವಿಲಿಯನ್ ಸೇರಿದರು. ಬಳಿಕ ಶುಭ್ಮನ್ ಗಿಲ್ ಮತ್ತು ಶ್ರೇಯಸ್ ಅಯ್ಯರ್ ಜೋಡಿ ತಂಡಕ್ಕೆ ಆಸರೆಯಾಯಿತು. ಅಯ್ಯರ್ 36 ಎಸೆತಗಳಲ್ಲಿ 59 ರನ್ ಬಾರಿಸಿ ಔಟಾದರು. — [174, 420, 304, 455]
score-value: 7-0-38-1 — [555, 522, 579, 529]
crossword-cell-number: 13 — [615, 1348, 622, 1354]
kumbh-body-col1: ಪ್ರಯಾಗ್‌ರಾಜ್‌ನಲ್ಲಿ ನಡೆಯುತ್ತಿರುವ ಮಹಾಕುಂಭ ಮೇಳದಲ್ಲಿ ಭಾರತೀಯ ಭಕ್ತರ ಜೊತೆಗೆ ವಿದೇಶೀಯರ ಸಂಖ್ಯೆಯೂ ಗಮನಾರ್ಹವಾಗಿದೆ. ಅಮೆರಿಕ, ಜಪಾನ್, ರಷ್ಯಾ, ಫ್ರಾನ್ಸ್, ಇಟಲಿ ಸೇರಿದಂತೆ ಹಲವು ದೇಶಗಳಿಂದ ಬಂದಿರುವ ಪ್ರವಾಸಿಗರು ತ್ರಿವೇಣಿ ಸಂಗಮದಲ್ಲಿ ಪುಣ್ಯಸ್ನಾನ ಮಾಡಿ ಭಾರತೀಯ ಸಂಸ್ಕೃತಿಯ ಬಗ್ಗೆ ಮೆಚ್ಚುಗೆ ವ್ಯಕ್ತಪಡಿಸುತ್ತಿದ್ದಾರೆ. ನಾಗಾ ಸಾಧುಗಳ ಶಿಬಿರಗಳು, ಅಖಾಡಗಳ ಮೆರವಣಿಗೆ ಮತ್ತು ಗಂಗಾ ಆರತಿ ವಿದೇಶೀಯರನ್ನು ವಿಶೇಷವಾಗಿ ಆಕರ್ಷಿಸುತ್ತಿದೆ. ಹಲವರು ಯೋಗ ಮತ್ತು ಧ್ಯಾನ ಶಿಬಿರಗಳಲ್ಲಿ ಪಾಲ್ಗೊಳ್ಳುತ್ತಿದ್ದು, ಭಾರತೀಯ ಆಧ್ಯಾತ್ಮಿಕತೆಯ ಬಗ್ಗೆ ಆಳವಾದ ಆಸಕ್ತಿ ತೋರಿಸುತ್ತಿದ್ದಾರೆ. ಕೆಲವರು ಸನ್ಯಾಸ ದೀಕ್ಷೆ ಪಡೆದು ಸನಾತನ ಧರ್ಮವನ್ನು ಅಳವಡಿಸಿಕೊಂಡಿರುವುದು ವಿಶೇಷ. ಸ್ಥಳೀಯ ಆಹಾರ, ಉಡುಗೆ ಮತ್ತು ಸಂಪ್ರದಾಯಗಳನ್ನು ಅನುಭವಿಸುತ್ತಿರುವ ವಿದೇಶೀಯರು ಇದು ಜೀವನದಲ್ಲಿ ಒಮ್ಮೆ ಸಿಗುವ ಅನುಭವ ಎನ್ನುತ್ತಿದ್ದಾರೆ. ಮೇಳದ ಆಡಳಿತ ವಿದೇಶೀಯರಿಗಾಗಿ ವಿಶೇಷ ಮಾಹಿತಿ ಕೇಂದ್ರಗಳು ಮತ್ತು ಬಹುಭಾಷಾ ಮಾರ್ಗದರ್ಶಕರನ್ನು ನೇಮಿಸಿದೆ. ಸಾಮಾಜಿಕ ಜಾಲತಾಣಗಳಲ್ಲಿ ವಿದೇಶೀಯರು ಹಂಚಿಕೊಳ್ಳುತ್ತಿರುವ ಅನುಭವಗಳು ವಿಶ್ವದಾದ್ಯಂತ ಕುಂಭಮೇಳದ ಬಗ್ಗೆ ಕುತೂಹಲ ಹೆಚ್ಚಿಸಿವೆ. — [28, 652, 168, 752]
score-name: ರಶೀದ್ ಸಿ ರಾಹುಲ್ ಬಿ ಕುಲದೀಪ್ — [450, 278, 512, 285]
answer-item: 17.ಹರ 18.ಕಟಕ — [680, 1424, 714, 1430]
masthead-logo — [708, 32, 918, 80]
aerobic-headline: ಏರೋಬಿಕ್: ಕರ್ನಾಟಕಕ್ಕೆ ಗೆಲುವು — [596, 522, 745, 538]
score-value: 52 — [571, 244, 579, 251]
crossword-cell[interactable] — [493, 1332, 508, 1347]
score-value: 7-0-38-1 — [555, 344, 579, 351]
crossword-cell[interactable] — [598, 1287, 613, 1302]
score-row — [450, 447, 579, 456]
